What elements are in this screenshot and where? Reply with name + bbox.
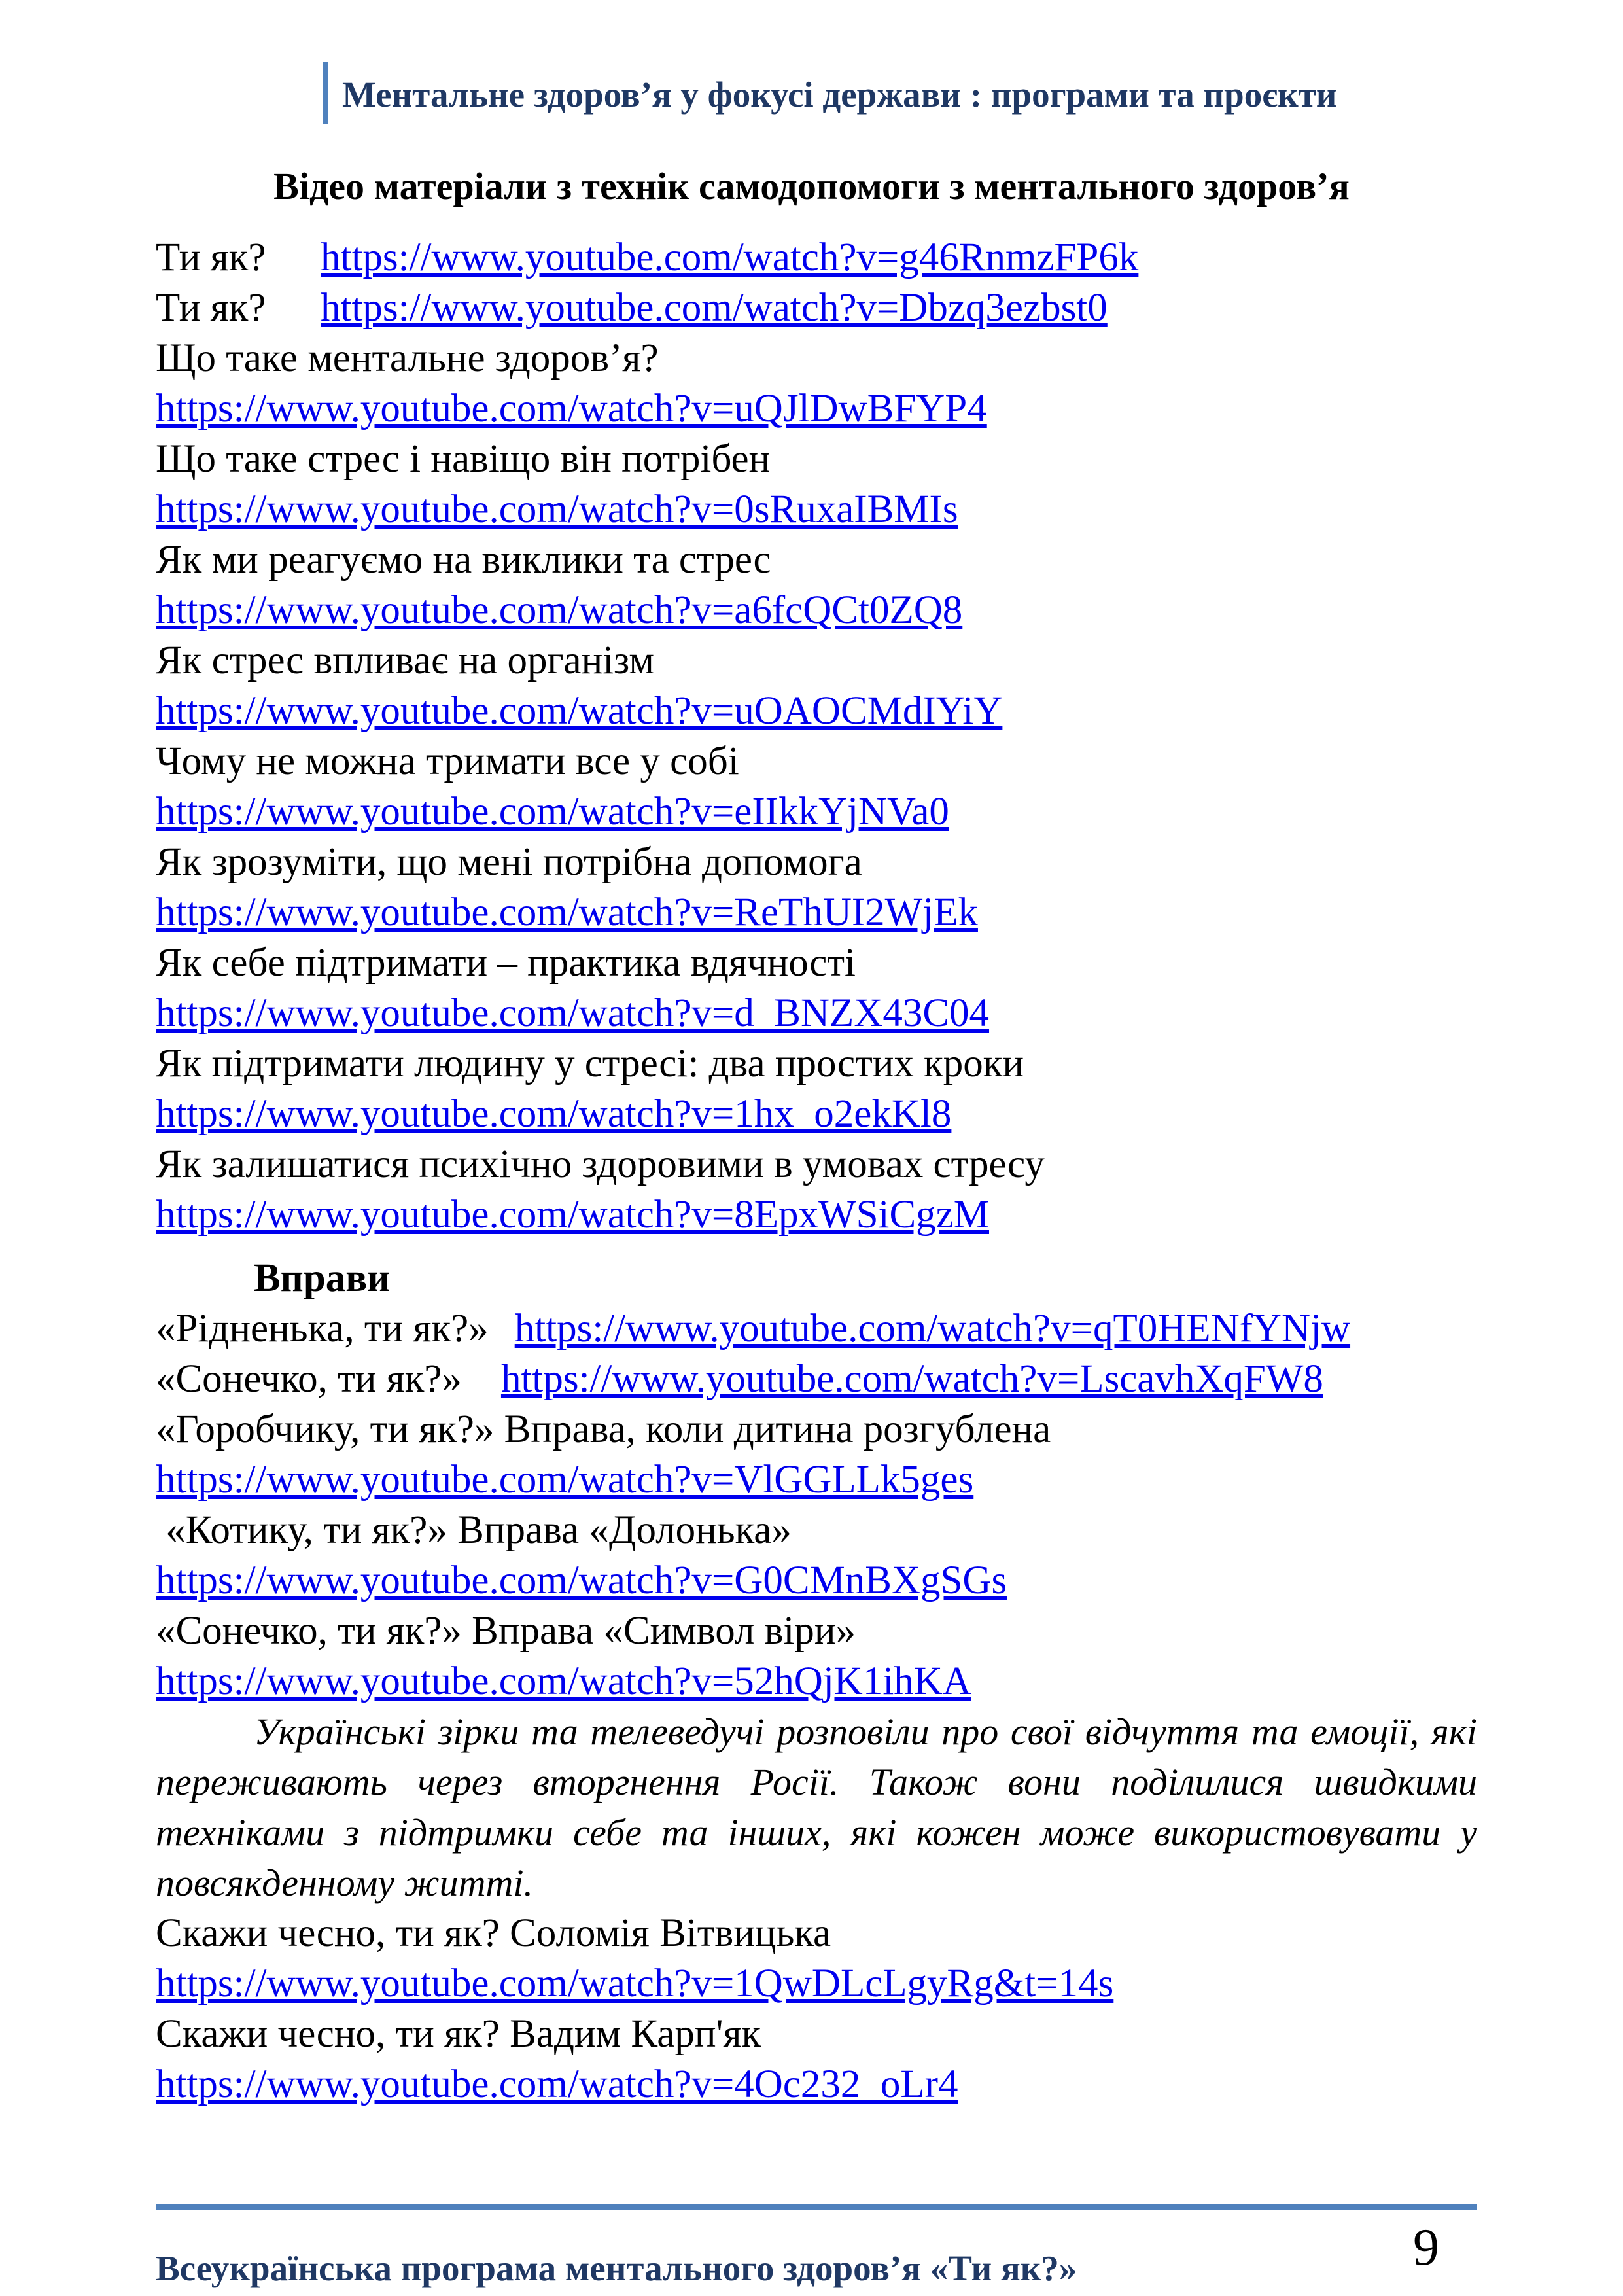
video-link[interactable]: https://www.youtube.com/watch?v=LscavhXqFW8: [500, 1357, 1323, 1401]
exercise-label: «Рідненька, ти як?»: [156, 1307, 489, 1351]
video-title: Як підтримати людину у стресі: два простих кроки: [156, 1042, 1024, 1086]
video-link[interactable]: https://www.youtube.com/watch?v=qT0HENfYNjw: [514, 1307, 1351, 1351]
footer-program-title: Всеукраїнська програма ментального здоров’я «Ти як?»: [156, 2248, 1077, 2288]
video-title: Скажи чесно, ти як? Вадим Карп'як: [156, 2012, 761, 2056]
video-link[interactable]: https://www.youtube.com/watch?v=G0CMnBXgSGs: [156, 1559, 1007, 1602]
video-title: Чому не можна тримати все у собі: [156, 739, 739, 783]
running-header: Ментальне здоров’я у фокусі держави : програми та проєкти: [342, 75, 1337, 115]
video-title: Як залишатися психічно здоровими в умовах стресу: [156, 1142, 1045, 1186]
exercises-heading: Вправи: [254, 1256, 391, 1300]
video-link[interactable]: https://www.youtube.com/watch?v=Dbzq3ezbst0: [321, 286, 1108, 330]
video-title: Як стрес впливає на організм: [156, 639, 654, 682]
video-title: Що таке стрес і навіщо він потрібен: [156, 437, 771, 481]
exercise-label: «Сонечко, ти як?»: [156, 1357, 462, 1401]
exercise-row: [156, 1303, 1477, 1354]
video-title: Як себе підтримати – практика вдячності: [156, 941, 856, 985]
video-link[interactable]: https://www.youtube.com/watch?v=uOAOCMdIYiY: [156, 689, 1003, 733]
video-link[interactable]: https://www.youtube.com/watch?v=ReThUI2WjEk: [156, 891, 978, 934]
video-title: Скажи чесно, ти як? Соломія Вітвицька: [156, 1911, 831, 1955]
intro-row: [156, 232, 1477, 283]
exercise-title: «Сонечко, ти як?» Вправа «Символ віри»: [156, 1609, 856, 1653]
exercise-title: «Котику, ти як?» Вправа «Долонька»: [156, 1508, 792, 1552]
footer-divider: [156, 2204, 1477, 2210]
page-number: 9: [1413, 2219, 1439, 2276]
video-link[interactable]: https://www.youtube.com/watch?v=1hx_o2ekKl8: [156, 1092, 952, 1136]
video-link[interactable]: https://www.youtube.com/watch?v=1QwDLcLgyRg&t=14s: [156, 1962, 1114, 2005]
video-link[interactable]: https://www.youtube.com/watch?v=eIIkkYjNVa0: [156, 790, 949, 834]
video-link[interactable]: https://www.youtube.com/watch?v=d_BNZX43C04: [156, 991, 990, 1035]
video-link[interactable]: https://www.youtube.com/watch?v=uQJlDwBFYP4: [156, 387, 987, 431]
stars-paragraph-text: Українські зірки та телеведучі розповіли про свої відчуття та емоції, які переживають через вторгнення Росії. Також вони поділилися швидкими техніками з підтримки себе та інших, які кожен може використовувати у повсякденному житті.: [156, 1710, 1477, 1904]
intro-row: [156, 283, 1477, 333]
video-title: Що таке ментальне здоров’я?: [156, 336, 659, 380]
video-title: Як ми реагуємо на виклики та стрес: [156, 538, 771, 582]
page-title: Відео матеріали з технік самодопомоги з ментального здоров’я: [273, 165, 1350, 207]
video-link[interactable]: https://www.youtube.com/watch?v=8EpxWSiCgzM: [156, 1193, 990, 1237]
video-link[interactable]: https://www.youtube.com/watch?v=g46RnmzFP6k: [321, 236, 1139, 279]
stars-paragraph: [156, 1706, 1477, 1908]
header-accent-bar: [323, 62, 328, 124]
video-link[interactable]: https://www.youtube.com/watch?v=0sRuxaIBMIs: [156, 487, 958, 531]
video-title: Як зрозуміти, що мені потрібна допомога: [156, 840, 862, 884]
video-link[interactable]: https://www.youtube.com/watch?v=52hQjK1ihKA: [156, 1659, 971, 1703]
intro-label: Ти як?: [156, 286, 266, 330]
video-link[interactable]: https://www.youtube.com/watch?v=4Oc232_oLr4: [156, 2062, 958, 2106]
main-content: [156, 232, 1477, 2110]
exercise-title: «Горобчику, ти як?» Вправа, коли дитина розгублена: [156, 1407, 1051, 1451]
intro-label: Ти як?: [156, 236, 266, 279]
video-link[interactable]: https://www.youtube.com/watch?v=a6fcQCt0ZQ8: [156, 588, 963, 632]
exercise-row: [156, 1354, 1477, 1404]
video-link[interactable]: https://www.youtube.com/watch?v=VlGGLLk5ges: [156, 1458, 974, 1502]
